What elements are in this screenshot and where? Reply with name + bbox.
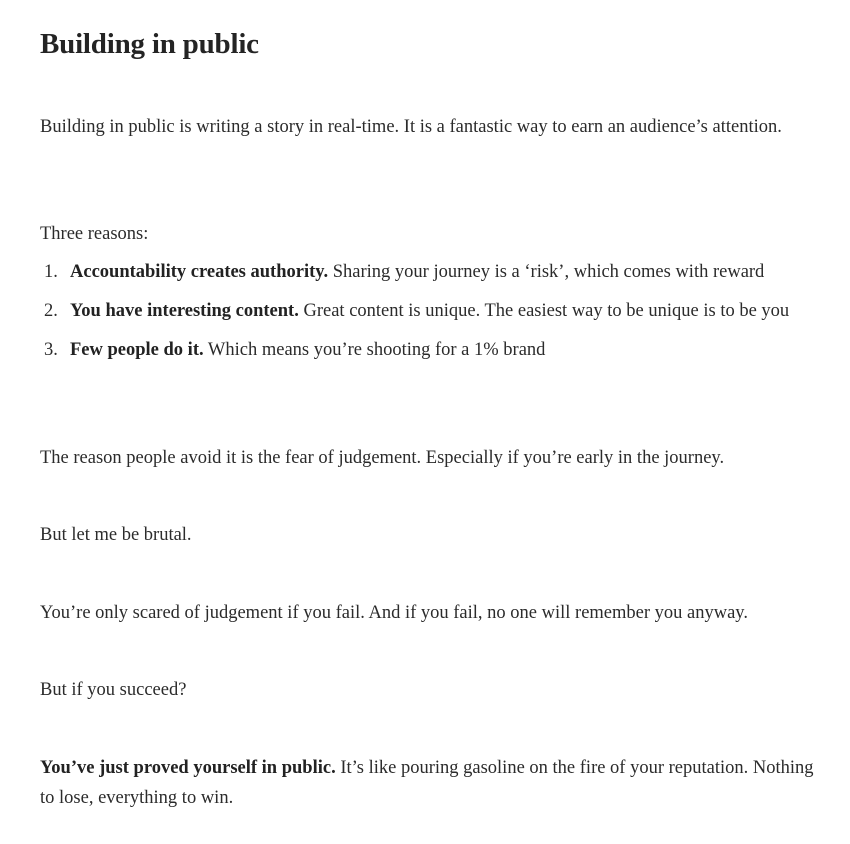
intro-paragraph: Building in public is writing a story in real-time. It is a fantastic way to earn an audience’s attention. <box>40 117 782 137</box>
brutal-paragraph: But let me be brutal. <box>40 525 192 545</box>
reasons-list <box>40 257 820 374</box>
reasons-lead: Three reasons: <box>40 224 149 244</box>
scared-paragraph: You’re only scared of judgement if you fail. And if you fail, no one will remember you anyway. <box>40 603 748 623</box>
list-number: 2. <box>44 301 58 321</box>
list-item <box>40 296 820 326</box>
list-number: 1. <box>44 262 58 282</box>
closing-text: It’s like pouring gasoline on the fire of your reputation. Nothing to lose, everything to win. <box>40 758 814 808</box>
article-title: Building in public <box>40 28 259 60</box>
list-item-bold: You have interesting content. <box>70 301 299 321</box>
list-number: 3. <box>44 340 58 360</box>
succeed-paragraph: But if you succeed? <box>40 680 187 700</box>
list-item <box>40 257 820 287</box>
list-item-text: Which means you’re shooting for a 1% brand <box>203 340 546 360</box>
list-item-text: Great content is unique. The easiest way to be unique is to be you <box>298 301 790 321</box>
list-item-bold: Few people do it. <box>70 340 204 360</box>
closing-paragraph <box>40 753 820 813</box>
list-item-text: Sharing your journey is a ‘risk’, which comes with reward <box>328 262 765 282</box>
list-item-bold: Accountability creates authority. <box>70 262 329 282</box>
fear-paragraph: The reason people avoid it is the fear of judgement. Especially if you’re early in the journey. <box>40 448 725 468</box>
closing-bold: You’ve just proved yourself in public. <box>40 758 336 778</box>
list-item <box>40 335 820 365</box>
